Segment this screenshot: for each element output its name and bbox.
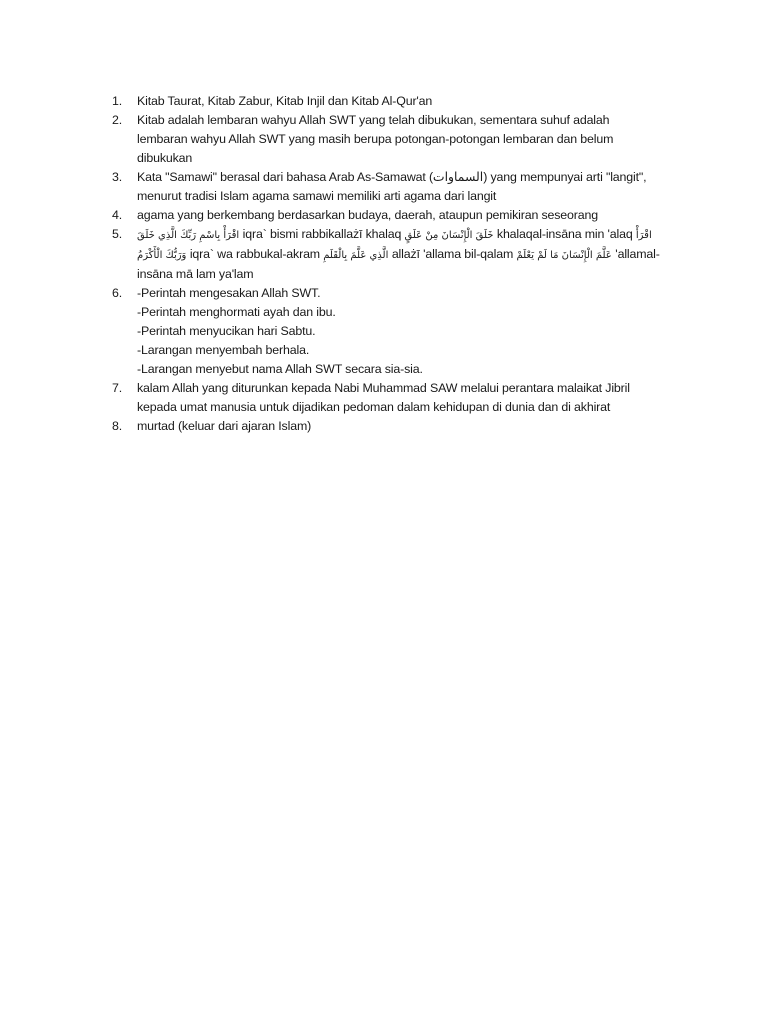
item-text — [137, 225, 672, 284]
transliteration: 'allamal- — [611, 247, 660, 261]
item-number: 7. — [112, 381, 123, 395]
list-item-3 — [112, 168, 672, 206]
item-line — [137, 245, 672, 265]
list-item-5 — [112, 225, 672, 284]
item-text — [137, 206, 672, 225]
item-text — [137, 111, 672, 168]
transliteration: iqra` wa rabbukal-akram — [186, 247, 324, 261]
arabic-verse: عَلَّمَ الْإِنْسَانَ مَا لَمْ يَعْلَمْ — [516, 250, 612, 261]
answer-list — [112, 92, 672, 436]
item-number: 2. — [112, 113, 123, 127]
list-item-8 — [112, 417, 672, 436]
list-item-7 — [112, 379, 672, 417]
list-item-1 — [112, 92, 672, 111]
item-line: agama yang berkembang berdasarkan budaya, daerah, ataupun pemikiran seseorang — [137, 208, 598, 222]
item-line: -Larangan menyebut nama Allah SWT secara sia-sia. — [137, 362, 423, 376]
item-text — [137, 417, 672, 436]
item-text — [137, 379, 672, 417]
transliteration: khalaqal-insāna min 'alaq — [493, 227, 636, 241]
item-number: 6. — [112, 286, 123, 300]
transliteration: allażī 'allama bil-qalam — [388, 247, 517, 261]
item-number: 1. — [112, 94, 123, 108]
transliteration: iqra` bismi rabbikallażī khalaq — [239, 227, 405, 241]
list-item-4 — [112, 206, 672, 225]
item-line: Kata "Samawi" berasal dari bahasa Arab As-Samawat (السماوات) yang mempunyai arti "langit", — [137, 170, 647, 184]
item-line: -Perintah menyucikan hari Sabtu. — [137, 324, 316, 338]
arabic-verse: اقْرَأْ — [635, 230, 652, 241]
item-line — [137, 225, 672, 245]
item-number: 8. — [112, 419, 123, 433]
item-number: 3. — [112, 170, 123, 184]
item-text — [137, 92, 672, 111]
list-item-6 — [112, 284, 672, 379]
item-line: menurut tradisi Islam agama samawi memiliki arti agama dari langit — [137, 189, 497, 203]
arabic-verse: اقْرَأْ بِاسْمِ رَبِّكَ الَّذِي خَلَقَ — [137, 230, 240, 241]
item-line: Kitab Taurat, Kitab Zabur, Kitab Injil dan Kitab Al-Qur'an — [137, 94, 433, 108]
list-item-2 — [112, 111, 672, 168]
item-line: -Perintah mengesakan Allah SWT. — [137, 286, 321, 300]
item-line: kepada umat manusia untuk dijadikan pedoman dalam kehidupan di dunia dan di akhirat — [137, 400, 611, 414]
item-line: -Larangan menyembah berhala. — [137, 343, 310, 357]
item-number: 5. — [112, 227, 123, 241]
arabic-verse: الَّذِي عَلَّمَ بِالْقَلَمِ — [323, 250, 389, 261]
item-line: murtad (keluar dari ajaran Islam) — [137, 419, 312, 433]
item-line: Kitab adalah lembaran wahyu Allah SWT yang telah dibukukan, sementara suhuf adalah — [137, 113, 610, 127]
item-line: dibukukan — [137, 151, 193, 165]
item-text — [137, 168, 672, 206]
item-number: 4. — [112, 208, 123, 222]
item-line: kalam Allah yang diturunkan kepada Nabi Muhammad SAW melalui perantara malaikat Jibril — [137, 381, 630, 395]
item-line: insāna mā lam ya'lam — [137, 267, 254, 281]
arabic-verse: خَلَقَ الْإِنْسَانَ مِنْ عَلَقٍ — [404, 230, 494, 241]
item-text — [137, 284, 672, 379]
item-line: lembaran wahyu Allah SWT yang masih berupa potongan-potongan lembaran dan belum — [137, 132, 614, 146]
item-line: -Perintah menghormati ayah dan ibu. — [137, 305, 336, 319]
arabic-verse: وَرَبُّكَ الْأَكْرَمُ — [137, 250, 187, 261]
